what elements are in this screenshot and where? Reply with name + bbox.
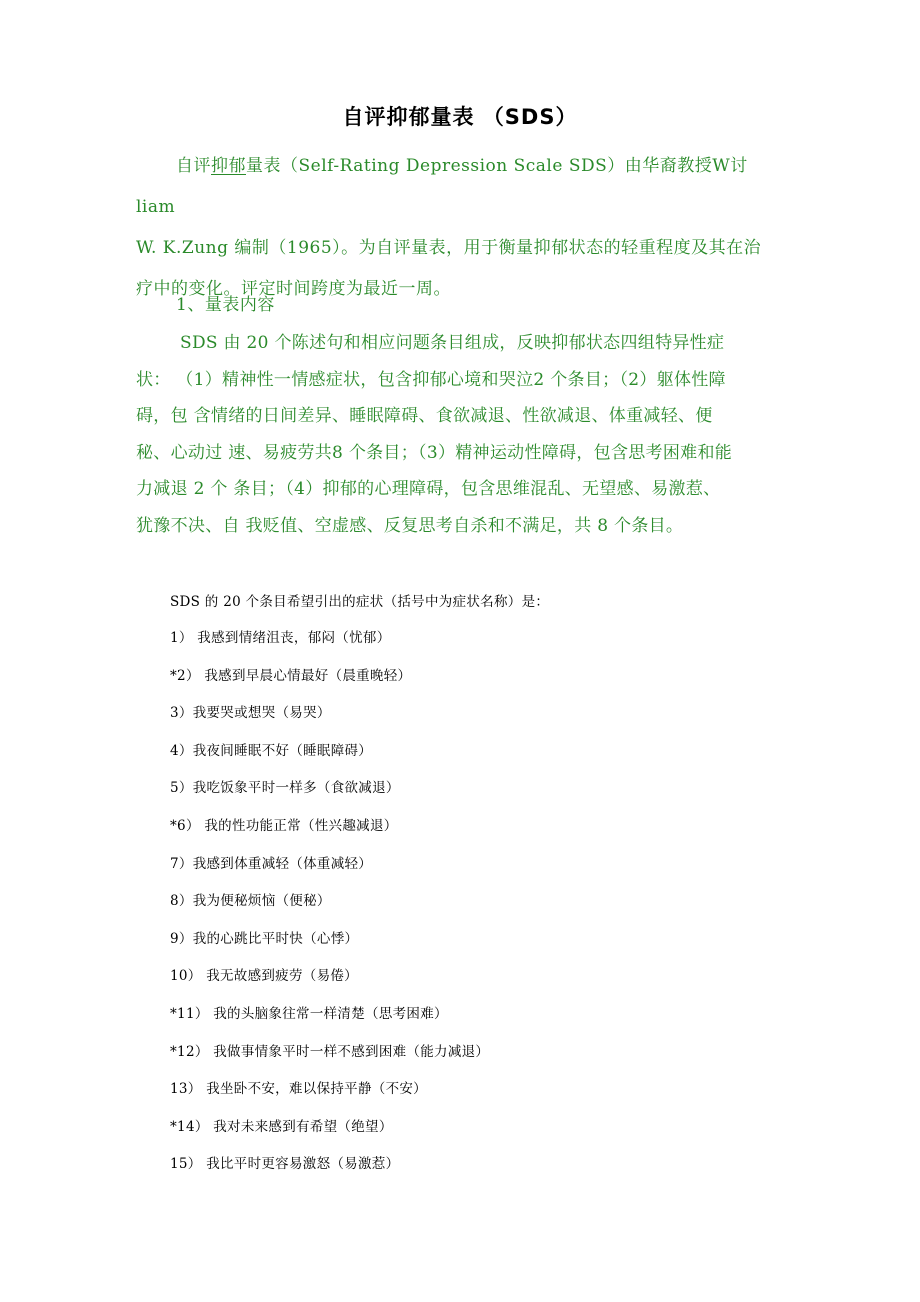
intro-paragraph — [136, 146, 786, 310]
list-item — [170, 927, 489, 965]
intro-line1-rest: 量表（Self-Rating Depression Scale SDS）由华裔教授W讨liam — [136, 156, 748, 217]
item-text: 我感到情绪沮丧，郁闷（忧郁） — [197, 630, 391, 646]
item-number: *11） — [170, 1005, 209, 1022]
list-item — [170, 1152, 489, 1190]
list-item — [170, 814, 489, 852]
item-number: 3） — [170, 705, 193, 722]
list-item — [170, 1115, 489, 1153]
section-heading: 1、量表内容 — [176, 295, 275, 315]
item-number: 4） — [170, 742, 193, 759]
list-item — [170, 964, 489, 1002]
list-item — [170, 739, 489, 777]
list-item — [170, 852, 489, 890]
item-text: 我感到体重减轻（体重减轻） — [192, 855, 373, 872]
list-item — [170, 889, 489, 927]
item-number: 15） — [170, 1156, 202, 1173]
symptom-list — [170, 626, 489, 1190]
intro-line2: W. K.Zung 编制（1965）。为自评量表，用于衡量抑郁状态的轻重程度及其在治 — [136, 238, 762, 258]
item-text: 我坐卧不安，难以保持平静（不安） — [206, 1081, 427, 1098]
item-number: 9） — [170, 930, 193, 947]
item-number: 1） — [170, 630, 193, 646]
section-content — [136, 325, 788, 545]
item-text: 我为便秘烦恼（便秘） — [192, 893, 331, 910]
list-item — [170, 664, 489, 702]
list-intro: SDS 的 20 个条目希望引出的症状（括号中为症状名称）是： — [170, 594, 550, 610]
list-item — [170, 776, 489, 814]
item-text: 我比平时更容易激怒（易激惹） — [206, 1156, 400, 1173]
intro-line3: 疗中的变化。评定时间跨度为最近一周。 — [136, 279, 451, 299]
intro-prefix: 自评 — [176, 156, 211, 176]
list-item — [170, 1077, 489, 1115]
content-line: 犹豫不决、自 我贬值、空虚感、反复思考自杀和不满足，共 8 个条目。 — [136, 515, 684, 536]
item-number: 5） — [170, 780, 193, 797]
content-line: 秘、心动过 速、易疲劳共8 个条目；（3）精神运动性障碍，包含思考困难和能 — [136, 442, 733, 463]
item-text: 我吃饭象平时一样多（食欲减退） — [192, 780, 400, 797]
item-text: 我的心跳比平时快（心悸） — [192, 930, 359, 947]
intro-underlined-word: 抑郁 — [211, 156, 246, 176]
item-text: 我对未来感到有希望（绝望） — [213, 1118, 393, 1135]
item-text: 我的头脑象往常一样清楚（思考困难） — [213, 1005, 448, 1022]
item-text: 我的性功能正常（性兴趣减退） — [204, 817, 398, 834]
item-number: *14） — [170, 1118, 209, 1135]
item-number: *2） — [170, 667, 200, 684]
list-item — [170, 626, 489, 664]
item-number: *12） — [170, 1043, 209, 1060]
list-item — [170, 701, 489, 739]
item-text: 我要哭或想哭（易哭） — [192, 705, 331, 722]
item-number: 10） — [170, 968, 202, 985]
list-item — [170, 1040, 489, 1078]
content-line: 状： （1）精神性一情感症状，包含抑郁心境和哭泣2 个条目；（2）躯体性障 — [136, 369, 726, 390]
item-text: 我无故感到疲劳（易倦） — [206, 968, 358, 985]
item-number: 8） — [170, 893, 193, 910]
content-line: 碍，包 含情绪的日间差异、睡眠障碍、食欲减退、性欲减退、体重减轻、便 — [136, 406, 713, 427]
item-text: 我夜间睡眠不好（睡眠障碍） — [192, 742, 373, 759]
document-title: 自评抑郁量表 （SDS） — [342, 105, 578, 129]
item-text: 我感到早晨心情最好（晨重晚轻） — [204, 667, 412, 684]
item-number: 7） — [170, 855, 193, 872]
list-item — [170, 1002, 489, 1040]
content-line: 力减退 2 个 条目；（4）抑郁的心理障碍，包含思维混乱、无望感、易激惹、 — [136, 479, 721, 500]
content-line: SDS 由 20 个陈述句和相应问题条目组成，反映抑郁状态四组特异性症 — [180, 333, 725, 353]
item-text: 我做事情象平时一样不感到困难（能力减退） — [213, 1043, 490, 1060]
item-number: 13） — [170, 1081, 202, 1098]
item-number: *6） — [170, 817, 200, 834]
